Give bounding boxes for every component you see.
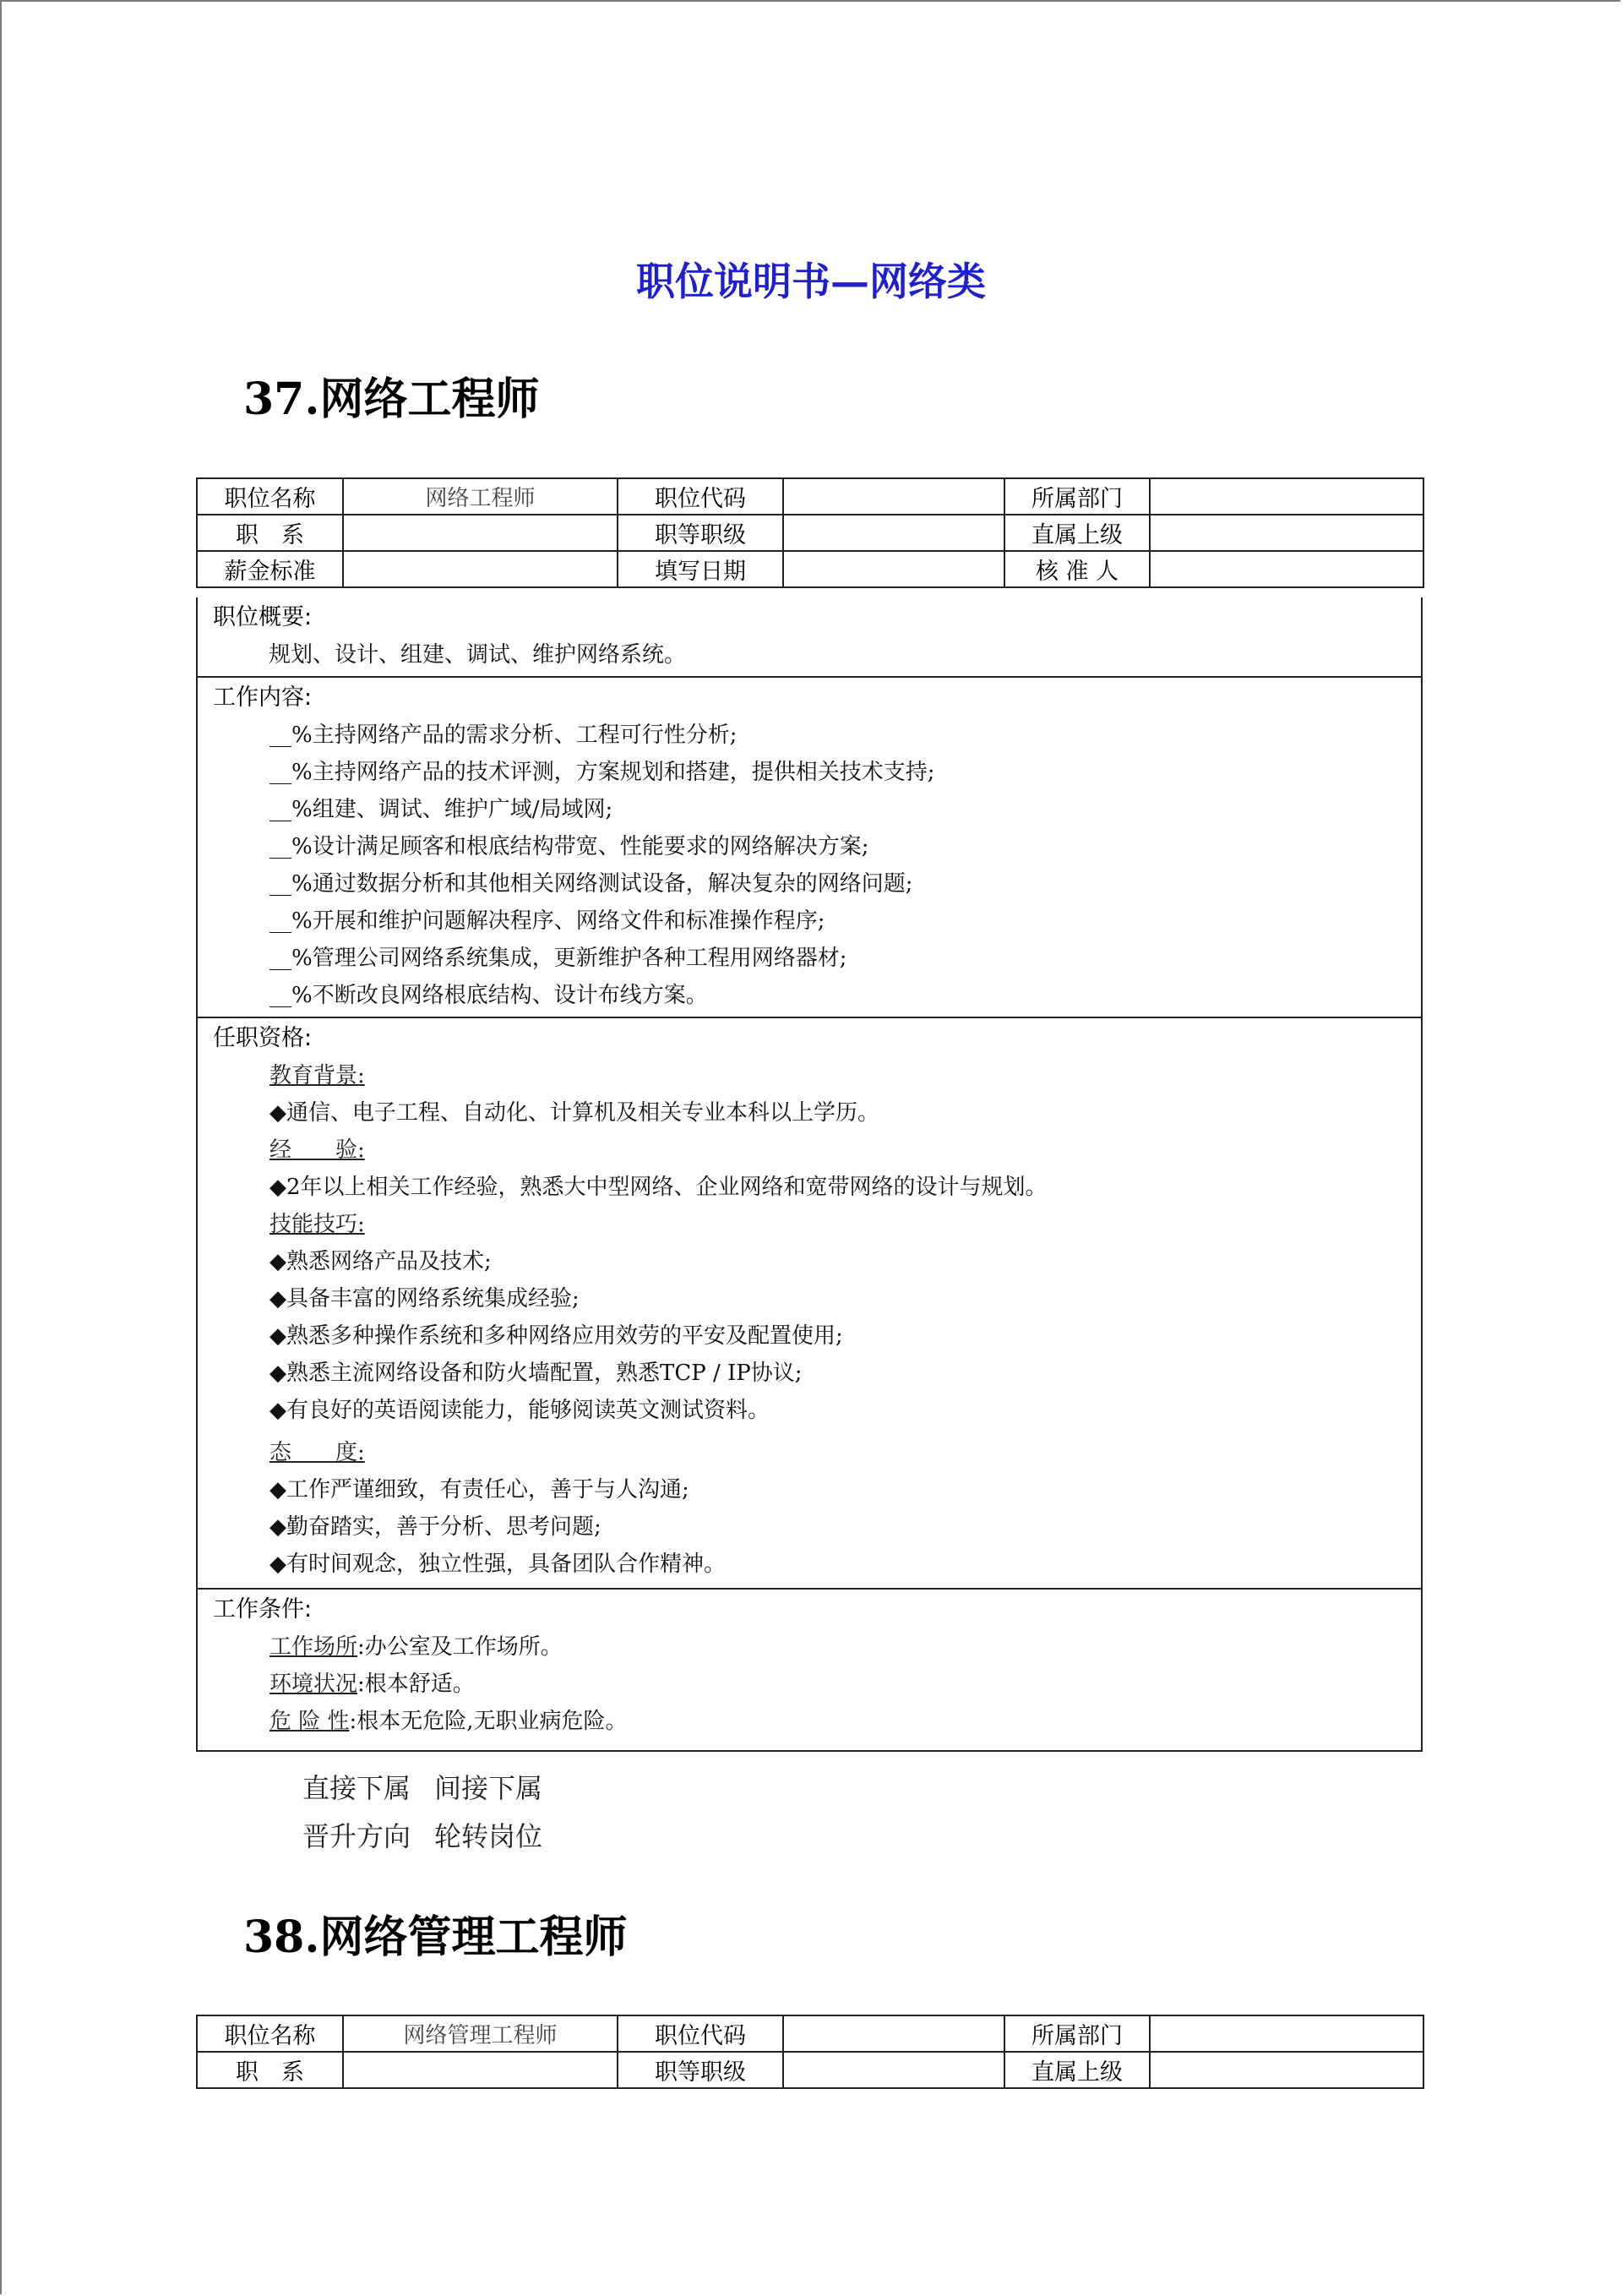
condition-label: 危 险 性 [269,1709,350,1734]
label-grade: 职等职级 [618,2052,783,2088]
section-heading-37: 37.网络工程师 [243,374,540,425]
condition-item [269,1630,563,1664]
skills-label: 技能技巧: [269,1212,365,1237]
work-conditions-block [196,1590,1423,1752]
table-row [197,478,1423,515]
list-item: __%管理公司网络系统集成，更新维护各种工程用网络器材; [269,946,847,971]
list-item: __%主持网络产品的技术评测，方案规划和搭建，提供相关技术支持; [269,760,935,785]
list-item: ◆通信、电子工程、自动化、计算机及相关专业本科以上学历。 [269,1100,879,1126]
summary-block [196,597,1423,678]
job-info-table-38 [196,2015,1424,2089]
list-item: ◆熟悉网络产品及技术; [269,1249,492,1274]
condition-label: 环境状况 [269,1672,358,1697]
label-salary: 薪金标准 [197,551,343,587]
value-approver [1150,551,1423,587]
list-item: ◆勤奋踏实，善于分析、思考问题; [269,1514,601,1540]
condition-label: 工作场所 [269,1634,358,1660]
qualifications-label: 任职资格: [213,1025,313,1051]
label-position-name: 职位名称 [197,478,343,515]
summary-text: 规划、设计、组建、调试、维护网络系统。 [269,642,687,668]
list-item: __%开展和维护问题解决程序、网络文件和标准操作程序; [269,908,825,934]
table-row [197,2015,1423,2052]
document-title: 职位说明书—网络类 [636,259,986,304]
value-job-family [343,2052,618,2088]
label-position-name: 职位名称 [197,2015,343,2052]
indirect-reports-label: 间接下属 [434,1772,543,1804]
label-fill-date: 填写日期 [618,551,783,587]
education-label: 教育背景: [269,1063,365,1088]
value-supervisor [1150,515,1423,551]
label-position-code: 职位代码 [618,478,783,515]
list-item: ◆熟悉多种操作系统和多种网络应用效劳的平安及配置使用; [269,1323,843,1349]
table-row [197,2052,1423,2088]
value-position-name: 网络管理工程师 [343,2015,618,2052]
experience-label: 经 验: [269,1137,365,1163]
label-supervisor: 直属上级 [1004,2052,1150,2088]
work-conditions-label: 工作条件: [213,1596,313,1622]
label-job-family: 职 系 [197,2052,343,2088]
job-info-table-37 [196,477,1424,588]
section-heading-38: 38.网络管理工程师 [243,1912,628,1963]
value-position-code [783,2015,1004,2052]
career-line [302,1817,566,1856]
condition-text: :根本无危险,无职业病危险。 [349,1709,628,1734]
label-position-code: 职位代码 [618,2015,783,2052]
value-supervisor [1150,2052,1423,2088]
condition-item [269,1667,475,1701]
reporting-line [302,1769,566,1808]
list-item: ◆工作严谨细致，有责任心，善于与人沟通; [269,1477,689,1502]
list-item: ◆有良好的英语阅读能力，能够阅读英文测试资料。 [269,1398,770,1423]
list-item: __%不断改良网络根底结构、设计布线方案。 [269,983,708,1008]
label-job-family: 职 系 [197,515,343,551]
summary-label: 职位概要: [213,604,313,630]
label-supervisor: 直属上级 [1004,515,1150,551]
table-row [197,551,1423,587]
list-item: __%设计满足顾客和根底结构带宽、性能要求的网络解决方案; [269,834,869,859]
condition-text: :根本舒适。 [357,1672,475,1697]
list-item: __%主持网络产品的需求分析、工程可行性分析; [269,723,738,748]
value-department [1150,478,1423,515]
label-department: 所属部门 [1004,2015,1150,2052]
label-grade: 职等职级 [618,515,783,551]
list-item: ◆2年以上相关工作经验，熟悉大中型网络、企业网络和宽带网络的设计与规划。 [269,1175,1048,1200]
value-grade [783,2052,1004,2088]
condition-text: :办公室及工作场所。 [357,1634,563,1660]
condition-item [269,1704,628,1738]
value-position-code [783,478,1004,515]
table-row [197,515,1423,551]
list-item: __%组建、调试、维护广域/局域网; [269,797,613,822]
work-content-block [196,678,1423,1018]
value-salary [343,551,618,587]
value-department [1150,2015,1423,2052]
list-item: ◆熟悉主流网络设备和防火墙配置，熟悉TCP / IP协议; [269,1361,803,1386]
promotion-label: 晋升方向 [302,1820,411,1852]
attitude-label: 态 度: [269,1440,365,1465]
work-content-label: 工作内容: [213,684,313,711]
value-job-family [343,515,618,551]
value-fill-date [783,551,1004,587]
rotation-label: 轮转岗位 [434,1820,543,1852]
direct-reports-label: 直接下属 [302,1772,411,1804]
label-department: 所属部门 [1004,478,1150,515]
value-position-name: 网络工程师 [343,478,618,515]
label-approver: 核 准 人 [1004,551,1150,587]
list-item: __%通过数据分析和其他相关网络测试设备，解决复杂的网络问题; [269,871,913,897]
list-item: ◆有时间观念，独立性强，具备团队合作精神。 [269,1552,726,1577]
qualifications-block [196,1018,1423,1590]
value-grade [783,515,1004,551]
list-item: ◆具备丰富的网络系统集成经验; [269,1286,580,1312]
